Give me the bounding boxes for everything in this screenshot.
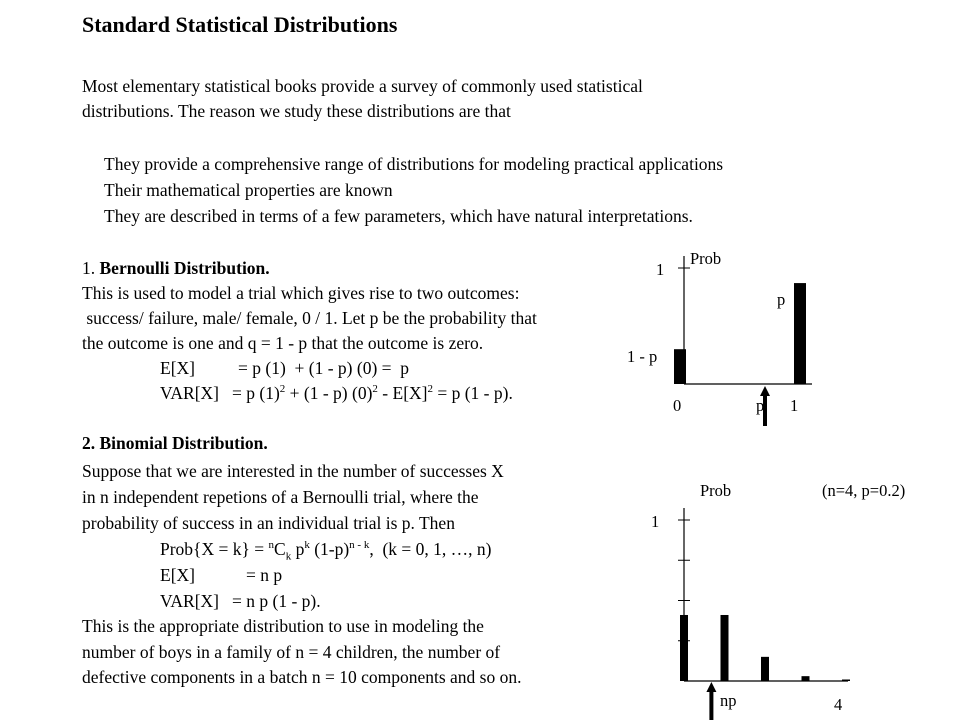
reason-line: Their mathematical properties are known	[104, 180, 393, 200]
bernoulli-line: the outcome is one and q = 1 - p that the outcome is zero.	[82, 333, 484, 353]
mean-marker-head	[706, 682, 716, 692]
var-sq: 2	[279, 383, 286, 396]
var-sq: 2	[372, 383, 378, 396]
x-tick-label: 1	[790, 396, 799, 415]
bernoulli-variance-lhs: VAR[X]	[160, 383, 219, 403]
bar	[680, 615, 688, 681]
y-tick-label: 1	[656, 260, 665, 279]
var-part: + (1 - p) (0)	[285, 383, 373, 403]
mean-marker-label: p	[756, 396, 765, 415]
bar-label: 1 - p	[627, 347, 658, 366]
binomial-expectation-rhs: = n p	[246, 565, 283, 585]
bernoulli-line: success/ failure, male/ female, 0 / 1. Let p be the probability that	[82, 308, 537, 328]
y-axis-label: Prob	[690, 249, 722, 268]
binomial-closing-line: number of boys in a family of n = 4 children, the number of	[82, 642, 501, 662]
binomial-heading: 2. Binomial Distribution.	[82, 433, 268, 453]
pmf-part: Prob{X = k} =	[160, 539, 269, 559]
pmf-c: C	[274, 539, 286, 559]
bernoulli-heading-text: Bernoulli Distribution.	[99, 258, 270, 278]
bar	[802, 676, 810, 681]
params-label: (n=4, p=0.2)	[822, 481, 906, 500]
pmf-nk: n - k	[349, 539, 370, 552]
bar	[842, 680, 850, 682]
binomial-variance-lhs: VAR[X]	[160, 591, 219, 611]
pmf-n: n	[268, 539, 274, 552]
reason-line: They provide a comprehensive range of distributions for modeling practical applications	[104, 154, 724, 174]
x-end-label: 4	[834, 695, 843, 714]
binomial-line: probability of success in an individual trial is p. Then	[82, 513, 455, 533]
pmf-part: p	[291, 539, 305, 559]
var-part: = p (1 - p).	[432, 383, 513, 403]
bernoulli-expectation-rhs: = p (1) + (1 - p) (0) = p	[238, 358, 410, 378]
bar	[721, 615, 729, 681]
binomial-closing-line: defective components in a batch n = 10 components and so on.	[82, 667, 522, 687]
binomial-closing-line: This is the appropriate distribution to use in modeling the	[82, 616, 484, 636]
bernoulli-line: This is used to model a trial which gives rise to two outcomes:	[82, 283, 520, 303]
page-title: Standard Statistical Distributions	[82, 12, 398, 37]
var-part: = p (1)	[232, 383, 280, 403]
binomial-variance-rhs: = n p (1 - p).	[232, 591, 321, 611]
bar-label: p	[777, 290, 786, 309]
bar	[761, 657, 769, 681]
intro-line: Most elementary statistical books provide a survey of commonly used statistical	[82, 76, 643, 96]
var-sq: 2	[427, 383, 433, 396]
pmf-part: (1-p)	[309, 539, 350, 559]
pmf-pk: k	[304, 539, 310, 552]
binomial-expectation-lhs: E[X]	[160, 565, 195, 585]
var-part: - E[X]	[377, 383, 428, 403]
y-tick-label: 1	[651, 512, 660, 531]
bernoulli-expectation-lhs: E[X]	[160, 358, 195, 378]
mean-marker-label: np	[720, 691, 737, 710]
binomial-line: in n independent repetions of a Bernoulli trial, where the	[82, 487, 479, 507]
bernoulli-heading-number: 1.	[82, 258, 96, 278]
intro-line: distributions. The reason we study these distributions are that	[82, 101, 511, 121]
binomial-line: Suppose that we are interested in the number of successes X	[82, 461, 504, 481]
x-tick-label: 0	[673, 396, 682, 415]
pmf-part: , (k = 0, 1, …, n)	[369, 539, 492, 559]
pmf-k: k	[285, 550, 292, 563]
y-axis-label: Prob	[700, 481, 732, 500]
reason-line: They are described in terms of a few parameters, which have natural interpretations.	[104, 206, 693, 226]
